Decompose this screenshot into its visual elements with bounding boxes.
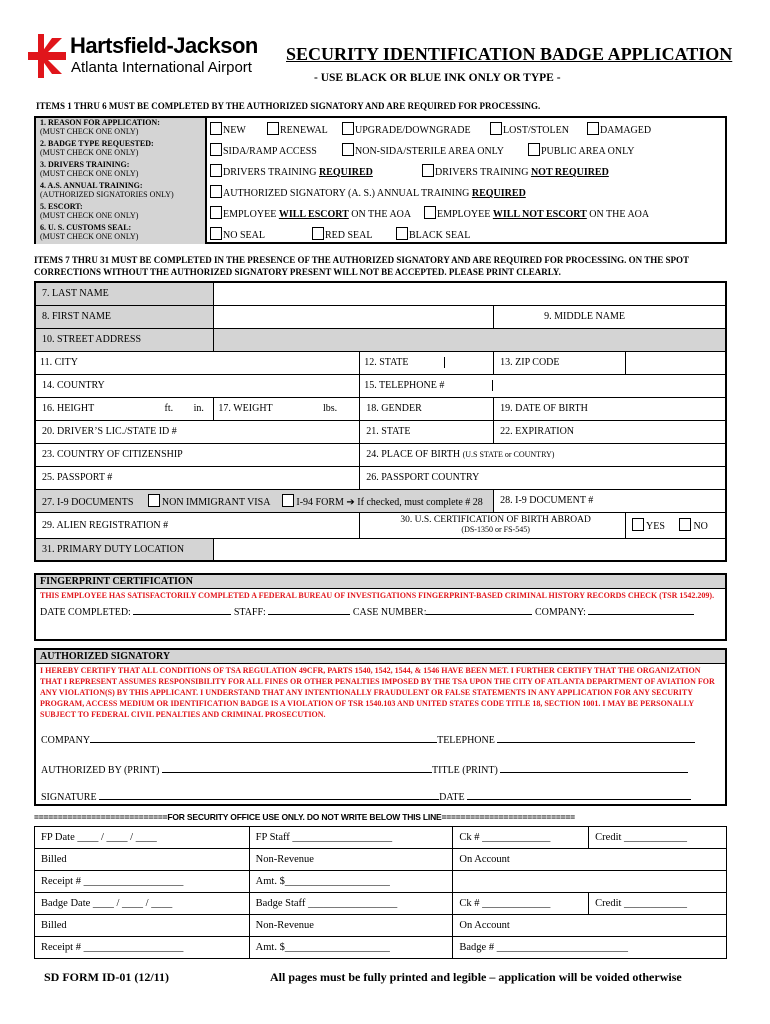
- logo-subtitle: Atlanta International Airport: [71, 59, 252, 76]
- badge-staff-cell[interactable]: Badge Staff _________________: [249, 893, 453, 915]
- customs-seal-row: [36, 223, 725, 244]
- fp-staff-cell[interactable]: FP Staff ___________________: [249, 827, 453, 849]
- as-training-row: [36, 181, 725, 203]
- fingerprint-section: [34, 573, 727, 641]
- telephone-label: TELEPHONE: [437, 735, 495, 746]
- i9-documents-cell: [35, 489, 494, 512]
- escort-will[interactable]: EMPLOYEE WILL ESCORT ON THE AOA: [210, 206, 411, 220]
- reason-lost[interactable]: LOST/STOLEN: [490, 122, 569, 136]
- section1-note: ITEMS 1 THRU 6 MUST BE COMPLETED BY THE AUTHORIZED SIGNATORY AND ARE REQUIRED FOR PROCESSING.: [36, 101, 541, 111]
- fp-empty-cell: [453, 871, 727, 893]
- state-label: 12. STATE: [360, 357, 445, 368]
- signatory-statement: I HEREBY CERTIFY THAT ALL CONDITIONS OF TSA REGULATION 49CFR, PARTS 1540, 1542, 1544, & 1546 HAVE BEEN MET. I FURTHER CERTIFY THAT THE ORGANIZATION THAT I REPRESENT ASSUMES RESPONSIBILITY FOR ALL FINES OR OTHER PENALTIES IMPOSED BY THE TSA UPON THE CITY OF ATLANTA DEPARTMENT OF AVIATION FOR ANY VIOLATION(S) BY THIS APPLICANT. I UNDERSTAND THAT ANY INTENTIONALLY FRAUDULENT OR FALSE STATEMENTS IN ANY APPLICATION FOR ANY SECURITY PROGRAM, ACCESS MEDIUM OR IDENTIFICATION BADGE IS A VIOLATION OF TSR 1540.103 AND UNITED STATES CODE TITLE 18, SECTION 1001. I MAY BE PERSONALLY SUBJECT TO FEDERAL CIVIL PENALTIES AND CRIMINAL PROSECUTION.: [40, 666, 715, 719]
- title-label: TITLE (PRINT): [432, 765, 498, 776]
- gender-label[interactable]: 18. GENDER: [360, 397, 494, 420]
- footer-note: All pages must be fully printed and legible – application will be voided otherwise: [270, 970, 682, 984]
- reason-damaged[interactable]: DAMAGED: [587, 122, 651, 136]
- first-name-input[interactable]: [214, 305, 494, 328]
- phone-label: 15. TELEPHONE #: [360, 380, 493, 391]
- primary-duty-input[interactable]: [214, 538, 726, 561]
- country-label[interactable]: 14. COUNTRY: [35, 374, 360, 397]
- signatory-section: [34, 648, 727, 806]
- as-training-required[interactable]: AUTHORIZED SIGNATORY (A. S.) ANNUAL TRAINING REQUIRED: [210, 185, 526, 199]
- place-of-birth-cell[interactable]: 24. PLACE OF BIRTH (U.S STATE or COUNTRY): [360, 443, 726, 466]
- badge-receipt-cell[interactable]: Receipt # ___________________: [35, 937, 250, 959]
- yes-option[interactable]: YES: [632, 521, 665, 532]
- plane-logo-icon: [22, 32, 70, 80]
- passport-country-label[interactable]: 26. PASSPORT COUNTRY: [360, 466, 726, 489]
- cert-birth-abroad-cell: 30. U.S. CERTIFICATION OF BIRTH ABROAD (DS-1350 or FS-545): [360, 512, 626, 538]
- training-not-required[interactable]: DRIVERS TRAINING NOT REQUIRED: [422, 164, 609, 178]
- type-public[interactable]: PUBLIC AREA ONLY: [528, 143, 634, 157]
- fingerprint-statement: THIS EMPLOYEE HAS SATISFACTORILY COMPLETED A FEDERAL BUREAU OF INVESTIGATIONS FINGERPRINT-BASED CRIMINAL HISTORY RECORDS CHECK (TSR 1542.209).: [40, 591, 715, 600]
- reason-renewal[interactable]: RENEWAL: [267, 122, 328, 136]
- date-completed-label: DATE COMPLETED:: [40, 607, 131, 618]
- last-name-input[interactable]: [214, 282, 726, 305]
- fp-credit-cell[interactable]: Credit ____________: [589, 827, 727, 849]
- badge-ck-cell[interactable]: Ck # _____________: [453, 893, 589, 915]
- signature-input[interactable]: [99, 789, 439, 800]
- checkbox-will-escort[interactable]: [210, 206, 222, 219]
- applicant-info-table: [34, 281, 727, 562]
- section1-box: [34, 116, 727, 244]
- checkbox-no-seal[interactable]: [210, 227, 222, 240]
- logo-name: Hartsfield-Jackson: [70, 33, 258, 58]
- training-required[interactable]: DRIVERS TRAINING REQUIRED: [210, 164, 373, 178]
- checkbox-nonimmigrant[interactable]: [148, 494, 160, 507]
- i9-document-number-label[interactable]: 28. I-9 DOCUMENT #: [494, 489, 726, 512]
- as-training-label: 4. A.S. ANNUAL TRAINING: (AUTHORIZED SIGNATORIES ONLY): [36, 181, 207, 203]
- badge-type-row: [36, 139, 725, 161]
- city-label[interactable]: 11. CITY: [40, 357, 78, 368]
- fingerprint-fields: [36, 602, 725, 620]
- badge-credit-cell[interactable]: Credit ____________: [589, 893, 727, 915]
- drivers-training-label: 3. DRIVERS TRAINING: (MUST CHECK ONE ONLY): [36, 160, 207, 182]
- weight-cell[interactable]: [214, 397, 360, 420]
- cert-birth-options: [626, 512, 726, 538]
- passport-label[interactable]: 25. PASSPORT #: [35, 466, 360, 489]
- checkbox-yes[interactable]: [632, 518, 644, 531]
- date-completed-input[interactable]: [133, 604, 231, 615]
- seal-red[interactable]: RED SEAL: [312, 227, 373, 241]
- no-option[interactable]: NO: [667, 521, 707, 532]
- citizenship-label[interactable]: 23. COUNTRY OF CITIZENSHIP: [35, 443, 360, 466]
- type-sida[interactable]: SIDA/RAMP ACCESS: [210, 143, 317, 157]
- office-use-table: [34, 826, 727, 959]
- badge-on-account-cell[interactable]: On Account: [453, 915, 727, 937]
- badge-nonrevenue-cell[interactable]: Non-Revenue: [249, 915, 453, 937]
- checkbox-training-required[interactable]: [210, 164, 222, 177]
- fp-nonrevenue-cell[interactable]: Non-Revenue: [249, 849, 453, 871]
- checkbox-red-seal[interactable]: [312, 227, 324, 240]
- reason-upgrade[interactable]: UPGRADE/DOWNGRADE: [342, 122, 471, 136]
- checkbox-upgrade[interactable]: [342, 122, 354, 135]
- fp-billed-cell[interactable]: Billed: [35, 849, 250, 871]
- drivers-training-row: [36, 160, 725, 182]
- first-name-label: 8. FIRST NAME: [35, 305, 214, 328]
- seal-black[interactable]: BLACK SEAL: [396, 227, 470, 241]
- escort-will-not[interactable]: EMPLOYEE WILL NOT ESCORT ON THE AOA: [424, 206, 649, 220]
- city-row: [35, 351, 360, 374]
- customs-seal-label: 6. U. S. CUSTOMS SEAL: (MUST CHECK ONE ONLY): [36, 223, 207, 244]
- checkbox-i94[interactable]: [282, 494, 294, 507]
- state-cell[interactable]: [360, 351, 494, 374]
- signature-label: SIGNATURE: [41, 792, 97, 803]
- fp-company-input[interactable]: [588, 604, 694, 615]
- height-in: in.: [193, 403, 204, 414]
- fp-company-label: COMPANY:: [534, 607, 586, 618]
- badge-billed-cell[interactable]: Billed: [35, 915, 250, 937]
- office-use-divider: ============================FOR SECURITY OFFICE USE ONLY. DO NOT WRITE BELOW THIS LINE============================: [34, 812, 575, 822]
- drivers-license-label[interactable]: 20. DRIVER’S LIC./STATE ID #: [35, 420, 360, 443]
- company-label: COMPANY: [41, 735, 91, 746]
- fingerprint-header: FINGERPRINT CERTIFICATION: [36, 575, 725, 589]
- reason-new[interactable]: NEW: [210, 122, 246, 136]
- escort-label: 5. ESCORT: (MUST CHECK ONE ONLY): [36, 202, 207, 224]
- checkbox-no[interactable]: [679, 518, 691, 531]
- checkbox-lost[interactable]: [490, 122, 502, 135]
- type-nonsida[interactable]: NON-SIDA/STERILE AREA ONLY: [342, 143, 504, 157]
- street-address-input[interactable]: [214, 328, 726, 351]
- form-number: SD FORM ID-01 (12/11): [44, 970, 169, 984]
- last-name-label: 7. LAST NAME: [35, 282, 214, 305]
- badge-number-cell[interactable]: Badge # _________________________: [453, 937, 727, 959]
- checkbox-sida[interactable]: [210, 143, 222, 156]
- case-number-label: CASE NUMBER:: [352, 607, 427, 618]
- fp-on-account-cell[interactable]: On Account: [453, 849, 727, 871]
- street-address-label: 10. STREET ADDRESS: [35, 328, 214, 351]
- page-subtitle: - USE BLACK OR BLUE INK ONLY OR TYPE -: [314, 72, 561, 84]
- weight-lbs: lbs.: [323, 403, 338, 414]
- dob-label[interactable]: 19. DATE OF BIRTH: [494, 397, 726, 420]
- checkbox-new[interactable]: [210, 122, 222, 135]
- staff-input[interactable]: [268, 604, 350, 615]
- company-input[interactable]: [90, 732, 437, 743]
- escort-row: [36, 202, 725, 224]
- badge-type-label: 2. BADGE TYPE REQUESTED: (MUST CHECK ONE ONLY): [36, 139, 207, 161]
- section2-note: ITEMS 7 THRU 31 MUST BE COMPLETED IN THE PRESENCE OF THE AUTHORIZED SIGNATORY AND ARE REQUIRED FOR PROCESSING. ON THE SPOT CORRECTIONS WITHOUT THE AUTHORIZED SIGNATORY PRESENT WILL NOT BE ACCEPTED. PLEASE PRINT CLEARLY.: [34, 255, 689, 277]
- sign-date-input[interactable]: [467, 789, 691, 800]
- signatory-header: AUTHORIZED SIGNATORY: [36, 650, 725, 664]
- page-title: SECURITY IDENTIFICATION BADGE APPLICATION: [286, 44, 733, 64]
- dl-state-label[interactable]: 21. STATE: [360, 420, 494, 443]
- phone-cell[interactable]: [360, 374, 726, 397]
- fp-amount-cell[interactable]: Amt. $____________________: [249, 871, 453, 893]
- checkbox-black-seal[interactable]: [396, 227, 408, 240]
- badge-date-cell[interactable]: Badge Date ____ / ____ / ____: [35, 893, 250, 915]
- checkbox-public[interactable]: [528, 143, 540, 156]
- checkbox-training-not-required[interactable]: [422, 164, 434, 177]
- alien-registration-label[interactable]: 29. ALIEN REGISTRATION #: [35, 512, 360, 538]
- sign-date-label: DATE: [439, 792, 465, 803]
- fp-date-cell[interactable]: FP Date ____ / ____ / ____: [35, 827, 250, 849]
- company-line: [41, 732, 695, 746]
- checkbox-will-not-escort[interactable]: [424, 206, 436, 219]
- checkbox-damaged[interactable]: [587, 122, 599, 135]
- i9-label: 27. I-9 DOCUMENTS: [42, 496, 134, 508]
- fp-ck-cell[interactable]: Ck # _____________: [453, 827, 589, 849]
- checkbox-renewal[interactable]: [267, 122, 279, 135]
- seal-none[interactable]: NO SEAL: [210, 227, 265, 241]
- authorized-by-line: [41, 762, 688, 776]
- authorized-by-input[interactable]: [162, 762, 432, 773]
- primary-duty-label: 31. PRIMARY DUTY LOCATION: [35, 538, 214, 561]
- expiration-label[interactable]: 22. EXPIRATION: [494, 420, 726, 443]
- middle-name-label[interactable]: 9. MIDDLE NAME: [494, 305, 726, 328]
- height-label: 16. HEIGHT: [42, 403, 95, 414]
- zip-label[interactable]: 13. ZIP CODE: [494, 351, 626, 374]
- nonimmigrant-visa-option[interactable]: NON IMMIGRANT VISA: [136, 497, 270, 508]
- fp-receipt-cell[interactable]: Receipt # ___________________: [35, 871, 250, 893]
- reason-row: [36, 118, 725, 140]
- signature-line: [41, 789, 691, 803]
- reason-label: 1. REASON FOR APPLICATION: (MUST CHECK ONE ONLY): [36, 118, 207, 140]
- authorized-by-label: AUTHORIZED BY (PRINT): [41, 765, 160, 776]
- zip-input[interactable]: [626, 351, 726, 374]
- height-ft: ft.: [164, 403, 174, 414]
- i94-option[interactable]: I-94 FORM ➔ If checked, must complete # 28: [272, 497, 482, 508]
- staff-label: STAFF:: [233, 607, 266, 618]
- title-input[interactable]: [500, 762, 688, 773]
- badge-amount-cell[interactable]: Amt. $____________________: [249, 937, 453, 959]
- airport-logo: [22, 30, 272, 86]
- checkbox-nonsida[interactable]: [342, 143, 354, 156]
- checkbox-as-training[interactable]: [210, 185, 222, 198]
- height-cell[interactable]: [35, 397, 214, 420]
- arrow-right-icon: ➔: [346, 496, 355, 508]
- case-number-input[interactable]: [426, 604, 532, 615]
- telephone-input[interactable]: [497, 732, 695, 743]
- weight-label: 17. WEIGHT: [218, 403, 273, 414]
